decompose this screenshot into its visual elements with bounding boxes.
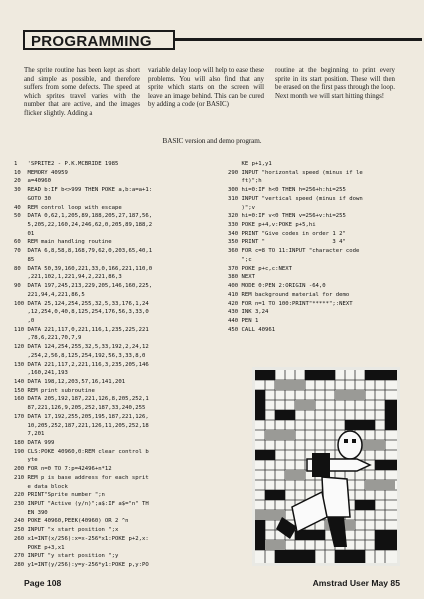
code-line: 150 REM print subroutine — [14, 387, 95, 394]
code-line: ,12,254,0,40,8,125,254,176,56,3,33,0 — [14, 309, 149, 316]
code-line: 30 READ b:IF b<>999 THEN POKE a,b:a=a+1: — [14, 187, 153, 194]
code-line: 410 REM background material for demo — [228, 291, 350, 298]
code-line: 170 DATA 17,192,255,205,195,187,221,126, — [14, 413, 149, 420]
code-line: 190 CLS:POKE 40960,0:REM clear control b — [14, 448, 149, 455]
code-line: 450 CALL 40961 — [228, 326, 276, 333]
code-line: 90 DATA 197,245,213,229,205,146,160,225, — [14, 283, 153, 290]
code-line: )";v — [228, 204, 255, 211]
code-line: 330 POKE p+4,v:POKE p+5,hi — [228, 222, 316, 229]
code-line: 270 INPUT "y start position ";y — [14, 553, 119, 560]
code-line: 230 INPUT "Active (y/n)";a$:IF a$="n" TH — [14, 501, 149, 508]
sprite-screenshot-figure — [252, 367, 400, 566]
code-line: 60 REM main handling routine — [14, 239, 112, 246]
code-line: 01 — [14, 230, 35, 237]
code-line: ";c — [228, 256, 252, 263]
code-line: ,221,102,1,221,94,2,221,86,3 — [14, 274, 122, 281]
code-line: 1 'SPRITE2 - P.K.MCBRIDE 1985 — [14, 161, 119, 167]
code-line: 160 DATA 205,192,187,221,126,8,205,252,1 — [14, 396, 149, 403]
intro-paragraph-1: The sprite routine has been kept as short and simple as possible, and therefore suffers from some defects. The speed at which sprites travel varies with the number that are active, and the images flicker slightly. Adding a — [24, 67, 140, 117]
code-line: 10,205,252,187,221,126,11,205,252,18 — [14, 422, 149, 429]
code-line: ft)";h — [228, 178, 262, 185]
code-line: 120 DATA 124,254,255,32,5,33,192,2,24,12 — [14, 344, 149, 351]
code-line: KE p+1,y1 — [228, 161, 272, 167]
section-title: PROGRAMMING — [31, 33, 152, 50]
code-line: 200 FOR n=0 TO 7:p=42496+n*12 — [14, 466, 112, 473]
code-line: 430 INK 3,24 — [228, 309, 269, 316]
code-line: e data block — [14, 483, 68, 490]
code-line: 7,201 — [14, 431, 45, 438]
code-line: EN 390 — [14, 509, 48, 516]
code-line: 240 POKE 40960,PEEK(40960) OR 2 ^n — [14, 518, 129, 525]
code-line: ,78,6,221,70,7,9 — [14, 335, 82, 342]
code-line: 310 INPUT "vertical speed (minus if down — [228, 195, 363, 202]
code-line: 290 INPUT "horizontal speed (minus if le — [228, 169, 363, 176]
code-line: 85 — [14, 256, 35, 263]
code-line: 300 hi=0:IF h<0 THEN h=256+h:hi=255 — [228, 187, 346, 194]
code-line: 360 FOR c=8 TO 11:INPUT "character code — [228, 248, 360, 255]
code-line: GOTO 30 — [14, 195, 52, 202]
magazine-issue: Amstrad User May 85 — [312, 578, 400, 588]
code-line: 180 DATA 999 — [14, 440, 55, 446]
code-line: 340 PRINT "Give codes in order 1 2" — [228, 230, 346, 237]
code-line: ,160,241,193 — [14, 370, 68, 377]
code-line: 260 x1=INT(x/256):x=x-256*x1:POKE p+2,x: — [14, 535, 149, 542]
listing-caption: BASIC version and demo program. — [162, 137, 262, 145]
code-line: 370 POKE p+c,c:NEXT — [228, 265, 292, 272]
code-line: 420 FOR n=1 TO 100:PRINT"*****";:NEXT — [228, 300, 353, 307]
code-line: 140 DATA 198,12,203,57,16,141,201 — [14, 378, 126, 385]
code-line: 220 PRINT"Sprite number ";n — [14, 492, 105, 499]
code-line: 440 PEN 1 — [228, 317, 259, 324]
code-line: 350 PRINT " 3 4" — [228, 239, 346, 246]
code-line: 80 DATA 50,39,160,221,33,0,166,221,110,0 — [14, 265, 153, 272]
code-line: 250 INPUT "x start position ";x — [14, 527, 119, 534]
page-number: Page 108 — [24, 578, 62, 588]
header-rule — [174, 38, 422, 41]
code-line: POKE p+3,x1 — [14, 544, 65, 551]
section-title-box — [23, 30, 175, 50]
intro-paragraph-3: routine at the beginning to print every sprite in its start position. These will then be erased on the first pass through the loop. Next month we will start hitting things! — [275, 67, 395, 100]
code-line: 100 DATA 25,124,254,255,32,5,33,176,1,24 — [14, 300, 149, 307]
code-line: 40 REM control loop with escape — [14, 204, 122, 211]
code-line: 110 DATA 221,117,0,221,116,1,235,225,221 — [14, 326, 149, 333]
code-line: 87,221,126,9,205,252,187,33,240,255 — [14, 405, 146, 412]
code-line: 210 REM p is base address for each sprit — [14, 474, 149, 481]
intro-paragraph-2: variable delay loop will help to ease these problems. You will also find that any sprite which starts on the screen will leave an image behind. This can be cured by adding a code (or BASIC) — [148, 67, 264, 109]
code-line: 20 a=40960 — [14, 178, 52, 185]
code-line: 400 MODE 0:PEN 2:ORIGIN -64,0 — [228, 283, 326, 290]
code-line: 380 NEXT — [228, 274, 255, 281]
code-line: 70 DATA 6,8,58,8,168,79,62,0,203,65,40,1 — [14, 248, 153, 255]
code-line: 130 DATA 221,117,2,221,116,3,235,205,146 — [14, 361, 149, 368]
code-line: ,0 — [14, 317, 35, 324]
basic-listing-right — [228, 160, 363, 334]
code-line: ,254,2,56,8,125,254,192,56,3,33,8,0 — [14, 352, 146, 359]
code-line: 320 hi=0:IF v<0 THEN v=256+v:hi=255 — [228, 213, 346, 220]
code-line: 10 MEMORY 40959 — [14, 169, 68, 176]
code-line: 5,205,22,160,24,246,62,0,205,89,188,2 — [14, 222, 153, 229]
basic-listing-left — [14, 160, 152, 570]
code-line: 221,94,4,221,86,5 — [14, 291, 85, 298]
code-line: 50 DATA 0,62,1,205,89,188,205,27,187,56, — [14, 213, 153, 220]
code-line: yte — [14, 457, 38, 464]
code-line: 280 y1=INT(y/256):y=y-256*y1:POKE p,y:PO — [14, 562, 149, 569]
